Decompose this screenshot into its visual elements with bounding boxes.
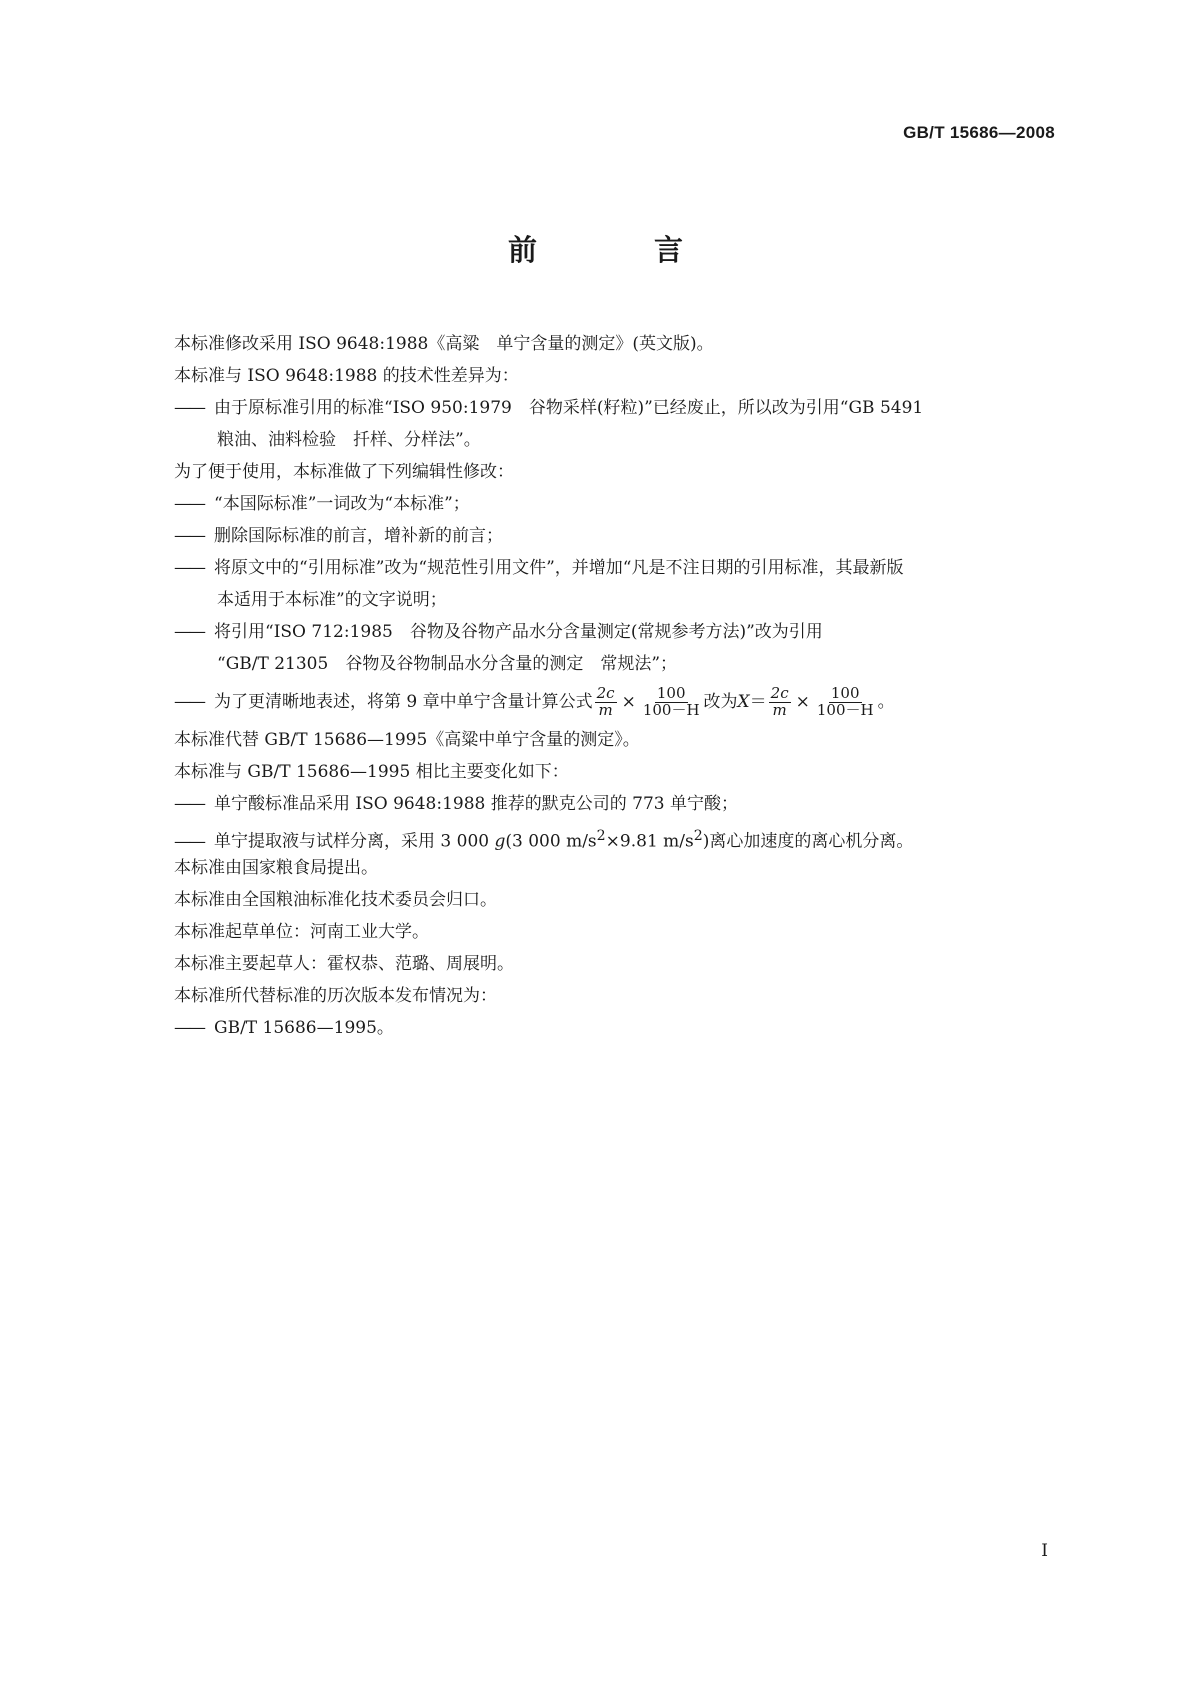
- times-sign: ×: [621, 692, 636, 712]
- list-item: —— “本国际标准”一词改为“本标准”；: [174, 488, 1054, 520]
- list-item-formula: —— 为了更清晰地表述，将第 9 章中单宁含量计算公式 $\frac{2c}{m}$ × $\frac{100}{100-H}$ 改为X＝ $\frac{2c}{m}$ × $\frac{100}{100-H}$ 。: [174, 680, 1054, 724]
- dash-marker: ——: [174, 526, 204, 546]
- paragraph-centralized-by: 本标准由全国粮油标准化技术委员会归口。: [174, 890, 497, 910]
- fraction-100-over-100-minus-h: $\frac{100}{100-H}$: [816, 684, 874, 719]
- foreword-body: [174, 328, 1054, 1044]
- fraction-100-over-100-minus-h: $\frac{100}{100-H}$: [642, 684, 700, 719]
- paragraph-adoption: 本标准修改采用 ISO 9648:1988《高粱 单宁含量的测定》(英文版)。: [174, 334, 714, 354]
- fraction-2c-over-m: $\frac{2c}{m}$: [770, 684, 789, 719]
- list-item: —— 将原文中的“引用标准”改为“规范性引用文件”，并增加“凡是不注日期的引用标准，其最新版: [174, 552, 1054, 584]
- paragraph-history: 本标准所代替标准的历次版本发布情况为：: [174, 986, 497, 1006]
- list-item: —— 单宁提取液与试样分离，采用 3 000 g(3 000 $m/s^2\times 9.81$ $m/s^2$)离心加速度的离心机分离。: [174, 820, 1054, 852]
- equals-sign: ＝: [749, 692, 767, 712]
- list-item: —— GB/T 15686—1995。: [174, 1012, 1054, 1044]
- paragraph-proposed-by: 本标准由国家粮食局提出。: [174, 858, 378, 878]
- paragraph-technical-differences: 本标准与 ISO 9648:1988 的技术性差异为：: [174, 366, 519, 386]
- dash-marker: ——: [174, 831, 204, 852]
- standard-code-header: GB/T 15686—2008: [903, 123, 1055, 142]
- paragraph-editorial-changes: 为了便于使用，本标准做了下列编辑性修改：: [174, 462, 514, 482]
- list-item-continuation: “GB/T 21305 谷物及谷物制品水分含量的测定 常规法”；: [217, 654, 678, 674]
- list-item: —— 删除国际标准的前言，增补新的前言；: [174, 520, 1054, 552]
- dash-marker: ——: [174, 494, 204, 514]
- paragraph-main-changes: 本标准与 GB/T 15686—1995 相比主要变化如下：: [174, 762, 569, 782]
- formula-lhs: X: [737, 692, 750, 712]
- page-title: 前 言: [507, 233, 727, 267]
- paragraph-drafting-unit: 本标准起草单位：河南工业大学。: [174, 922, 429, 942]
- dash-marker: ——: [174, 794, 204, 814]
- list-item: —— 单宁酸标准品采用 ISO 9648:1988 推荐的默克公司的 773 单宁酸；: [174, 788, 1054, 820]
- list-item-continuation: 本适用于本标准”的文字说明；: [217, 590, 447, 610]
- dash-marker: ——: [174, 398, 204, 418]
- fraction-2c-over-m: $\frac{2c}{m}$: [596, 684, 615, 719]
- dash-marker: ——: [174, 558, 204, 578]
- times-sign: ×: [795, 692, 810, 712]
- dash-marker: ——: [174, 622, 204, 642]
- list-item-continuation: 粮油、油料检验 扦样、分样法”。: [217, 430, 481, 450]
- dash-marker: ——: [174, 692, 204, 712]
- list-item: —— 由于原标准引用的标准“ISO 950:1979 谷物采样(籽粒)”已经废止，所以改为引用“GB 5491: [174, 392, 1054, 424]
- paragraph-replaces: 本标准代替 GB/T 15686—1995《高粱中单宁含量的测定》。: [174, 730, 640, 750]
- dash-marker: ——: [174, 1018, 204, 1038]
- page-number: I: [1041, 1541, 1048, 1561]
- list-item: —— 将引用“ISO 712:1985 谷物及谷物产品水分含量测定(常规参考方法)”改为引用: [174, 616, 1054, 648]
- paragraph-drafters: 本标准主要起草人：霍权恭、范璐、周展明。: [174, 954, 514, 974]
